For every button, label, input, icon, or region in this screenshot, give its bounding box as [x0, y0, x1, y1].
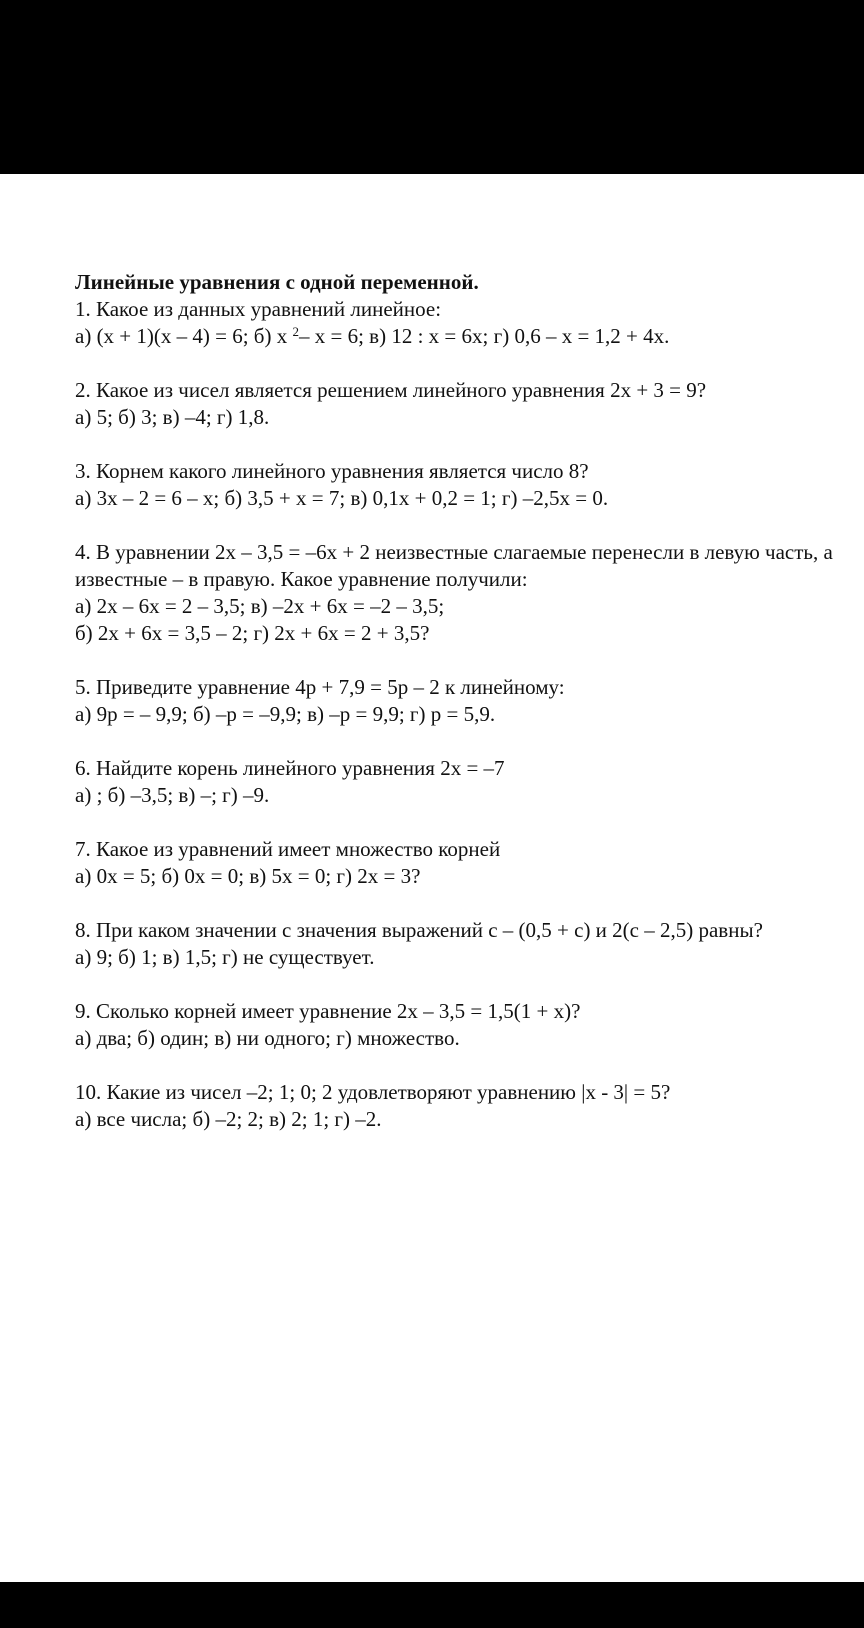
- question-4: [75, 539, 860, 647]
- question-6: [75, 755, 860, 809]
- question-1-answers-post: – х = 6; в) 12 : х = 6х; г) 0,6 – х = 1,2 + 4х.: [299, 324, 670, 348]
- question-9-text: 9. Сколько корней имеет уравнение 2х – 3,5 = 1,5(1 + х)?: [75, 999, 581, 1023]
- question-4-answers-row-1: а) 2х – 6х = 2 – 3,5; в) –2х + 6х = –2 – 3,5;: [75, 594, 445, 618]
- question-5: [75, 674, 860, 728]
- question-1: [75, 296, 860, 350]
- question-8-answers: а) 9; б) 1; в) 1,5; г) не существует.: [75, 945, 375, 969]
- question-10-text: 10. Какие из чисел –2; 1; 0; 2 удовлетворяют уравнению |x - 3| = 5?: [75, 1080, 671, 1104]
- question-2: [75, 377, 860, 431]
- question-1-text: 1. Какое из данных уравнений линейное:: [75, 297, 442, 321]
- question-9-answers: а) два; б) один; в) ни одного; г) множество.: [75, 1026, 460, 1050]
- question-6-answers: а) ; б) –3,5; в) –; г) –9.: [75, 783, 270, 807]
- question-7-text: 7. Какое из уравнений имеет множество корней: [75, 837, 501, 861]
- superscript-2: 2: [292, 324, 299, 339]
- question-6-text: 6. Найдите корень линейного уравнения 2х = –7: [75, 756, 505, 780]
- question-8: [75, 917, 860, 971]
- top-black-bar: [0, 0, 864, 174]
- question-2-answers: а) 5; б) 3; в) –4; г) 1,8.: [75, 405, 270, 429]
- question-7: [75, 836, 860, 890]
- question-9: [75, 998, 860, 1052]
- question-3-text: 3. Корнем какого линейного уравнения является число 8?: [75, 459, 589, 483]
- question-2-text: 2. Какое из чисел является решением линейного уравнения 2х + 3 = 9?: [75, 378, 707, 402]
- question-10: [75, 1079, 860, 1133]
- question-5-text: 5. Приведите уравнение 4р + 7,9 = 5р – 2 к линейному:: [75, 675, 565, 699]
- question-7-answers: а) 0х = 5; б) 0х = 0; в) 5х = 0; г) 2х = 3?: [75, 864, 421, 888]
- question-3-answers: а) 3х – 2 = 6 – х; б) 3,5 + х = 7; в) 0,1х + 0,2 = 1; г) –2,5х = 0.: [75, 486, 609, 510]
- worksheet: [75, 268, 860, 1160]
- question-4-text: 4. В уравнении 2х – 3,5 = –6х + 2 неизвестные слагаемые перенесли в левую часть, а известные – в правую. Какое уравнение получили:: [75, 540, 833, 591]
- bottom-black-bar: [0, 1582, 864, 1628]
- question-4-answers-row-2: б) 2х + 6х = 3,5 – 2; г) 2х + 6х = 2 + 3,5?: [75, 621, 430, 645]
- question-1-answers-pre: а) (х + 1)(х – 4) = 6; б) х: [75, 324, 293, 348]
- question-8-text: 8. При каком значении с значения выражений с – (0,5 + с) и 2(с – 2,5) равны?: [75, 918, 763, 942]
- worksheet-title: Линейные уравнения с одной переменной.: [75, 270, 479, 294]
- question-5-answers: а) 9р = – 9,9; б) –р = –9,9; в) –р = 9,9; г) р = 5,9.: [75, 702, 496, 726]
- question-10-answers: а) все числа; б) –2; 2; в) 2; 1; г) –2.: [75, 1107, 382, 1131]
- question-1-answers: [75, 323, 860, 350]
- question-3: [75, 458, 860, 512]
